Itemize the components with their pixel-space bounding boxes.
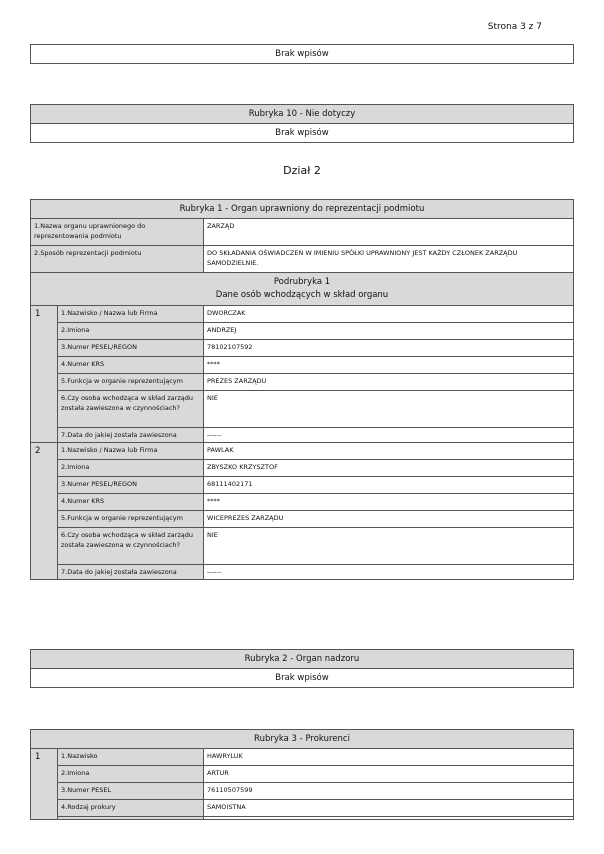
rubryka-10-title: Rubryka 10 - Nie dotyczy xyxy=(31,105,574,124)
field-value: **** xyxy=(204,494,574,511)
field-value: NIE xyxy=(204,391,574,428)
person-index: 1 xyxy=(31,749,58,820)
top-empty-text: Brak wpisów xyxy=(31,45,574,64)
table-row xyxy=(31,749,574,766)
field-label: 1.Nazwisko / Nazwa lub Firma xyxy=(58,306,204,323)
field-label: 2.Sposób reprezentacji podmiotu xyxy=(31,246,204,273)
field-value: ------ xyxy=(204,565,574,580)
filler-cell xyxy=(204,817,574,820)
table-row xyxy=(31,817,574,820)
field-label: 2.Imiona xyxy=(58,323,204,340)
field-value: PAWLAK xyxy=(204,443,574,460)
field-value: 78102107592 xyxy=(204,340,574,357)
table-row xyxy=(31,340,574,357)
rubryka-1 xyxy=(30,199,574,580)
person-index: 1 xyxy=(31,306,58,443)
field-label: 3.Numer PESEL/REGON xyxy=(58,477,204,494)
field-label: 7.Data do jakiej została zawieszona xyxy=(58,565,204,580)
table-row xyxy=(31,428,574,443)
table-row xyxy=(31,565,574,580)
field-value: ANDRZEJ xyxy=(204,323,574,340)
field-label: 2.Imiona xyxy=(58,460,204,477)
page-number: Strona 3 z 7 xyxy=(487,22,542,32)
table-row xyxy=(31,800,574,817)
field-label: 1.Nazwa organu uprawnionego do reprezentowania podmiotu xyxy=(31,219,204,246)
field-value: 68111402171 xyxy=(204,477,574,494)
rubryka-2 xyxy=(30,649,574,688)
field-value: WICEPREZES ZARZĄDU xyxy=(204,511,574,528)
subsection-title: Podrubryka 1 xyxy=(273,277,331,287)
table-row xyxy=(31,443,574,460)
field-value: ZBYSZKO KRZYSZTOF xyxy=(204,460,574,477)
subsection-header xyxy=(31,273,574,306)
table-row xyxy=(31,494,574,511)
field-value: SAMOISTNA xyxy=(204,800,574,817)
field-value: **** xyxy=(204,357,574,374)
table-row xyxy=(31,306,574,323)
table-row xyxy=(31,219,574,246)
table-row xyxy=(31,374,574,391)
field-value: ARTUR xyxy=(204,766,574,783)
field-value: NIE xyxy=(204,528,574,565)
table-row xyxy=(31,766,574,783)
subsection-subtitle: Dane osób wchodzących w skład organu xyxy=(215,290,389,300)
rubryka-2-title: Rubryka 2 - Organ nadzoru xyxy=(31,650,574,669)
field-label: 2.Imiona xyxy=(58,766,204,783)
rubryka-1-title: Rubryka 1 - Organ uprawniony do reprezentacji podmiotu xyxy=(31,200,574,219)
field-label: 4.Numer KRS xyxy=(58,357,204,374)
field-label: 1.Nazwisko xyxy=(58,749,204,766)
person-index: 2 xyxy=(31,443,58,580)
rubryka-10 xyxy=(30,104,574,143)
field-label: 3.Numer PESEL xyxy=(58,783,204,800)
rubryka-3 xyxy=(30,729,574,820)
rubryka-3-title: Rubryka 3 - Prokurenci xyxy=(31,730,574,749)
field-value: ZARZĄD xyxy=(204,219,574,246)
rubryka-10-text: Brak wpisów xyxy=(31,124,574,143)
field-value: DWORCZAK xyxy=(204,306,574,323)
table-row xyxy=(31,528,574,565)
table-row xyxy=(31,246,574,273)
table-row xyxy=(31,460,574,477)
field-label: 6.Czy osoba wchodząca w skład zarządu została zawieszona w czynnościach? xyxy=(58,391,204,428)
field-label: 6.Czy osoba wchodząca w skład zarządu została zawieszona w czynnościach? xyxy=(58,528,204,565)
table-row xyxy=(31,357,574,374)
field-value: PREZES ZARZĄDU xyxy=(204,374,574,391)
table-row xyxy=(31,511,574,528)
filler-cell xyxy=(58,817,204,820)
rubryka-2-text: Brak wpisów xyxy=(31,669,574,688)
section-title: Dział 2 xyxy=(283,164,321,177)
table-row xyxy=(31,323,574,340)
table-row xyxy=(31,783,574,800)
field-value: 76110507599 xyxy=(204,783,574,800)
field-label: 3.Numer PESEL/REGON xyxy=(58,340,204,357)
field-label: 5.Funkcja w organie reprezentującym xyxy=(58,374,204,391)
field-label: 4.Rodzaj prokury xyxy=(58,800,204,817)
table-row xyxy=(31,477,574,494)
field-value: HAWRYLUK xyxy=(204,749,574,766)
field-label: 5.Funkcja w organie reprezentującym xyxy=(58,511,204,528)
field-label: 1.Nazwisko / Nazwa lub Firma xyxy=(58,443,204,460)
field-value: DO SKŁADANIA OŚWIADCZEŃ W IMIENIU SPÓŁKI UPRAWNIONY JEST KAŻDY CZŁONEK ZARZĄDU SAMODZIELNIE. xyxy=(204,246,574,273)
field-value: ------ xyxy=(204,428,574,443)
field-label: 4.Numer KRS xyxy=(58,494,204,511)
top-empty-block xyxy=(30,44,574,64)
field-label: 7.Data do jakiej została zawieszona xyxy=(58,428,204,443)
table-row xyxy=(31,391,574,428)
